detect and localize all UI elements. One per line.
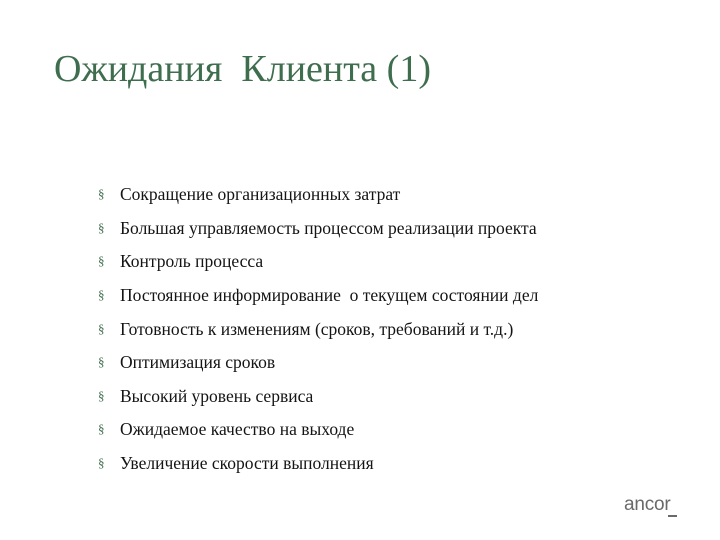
list-item [98,312,538,346]
list-item [98,447,538,481]
list-item-text: Сокращение организационных затрат [120,184,401,205]
bullet-icon: § [98,354,105,370]
list-item [98,380,538,414]
bullet-icon: § [98,186,105,202]
bullet-icon: § [98,320,105,336]
list-item [98,212,538,246]
list-item [98,178,538,212]
bullet-icon: § [98,219,105,235]
list-item-text: Увеличение скорости выполнения [120,453,374,474]
bullet-icon: § [98,455,105,471]
list-item-text: Большая управляемость процессом реализации проекта [120,217,537,238]
list-item-text: Оптимизация сроков [120,352,276,373]
list-item-text: Высокий уровень сервиса [120,385,314,406]
bullet-icon: § [98,387,105,403]
bullet-list [98,178,538,480]
bullet-icon: § [98,421,105,437]
bullet-icon: § [98,253,105,269]
list-item [98,346,538,380]
slide-title: Ожидания Клиента (1) [54,48,431,90]
list-item [98,245,538,279]
list-item [98,413,538,447]
ancor-logo: ancor [624,494,671,515]
list-item-text: Готовность к изменениям (сроков, требований и т.д.) [120,318,514,339]
list-item-text: Постоянное информирование о текущем состоянии дел [120,285,539,306]
logo-underscore-mark [668,515,677,517]
list-item [98,279,538,313]
bullet-icon: § [98,287,105,303]
list-item-text: Контроль процесса [120,251,264,272]
list-item-text: Ожидаемое качество на выходе [120,419,355,440]
